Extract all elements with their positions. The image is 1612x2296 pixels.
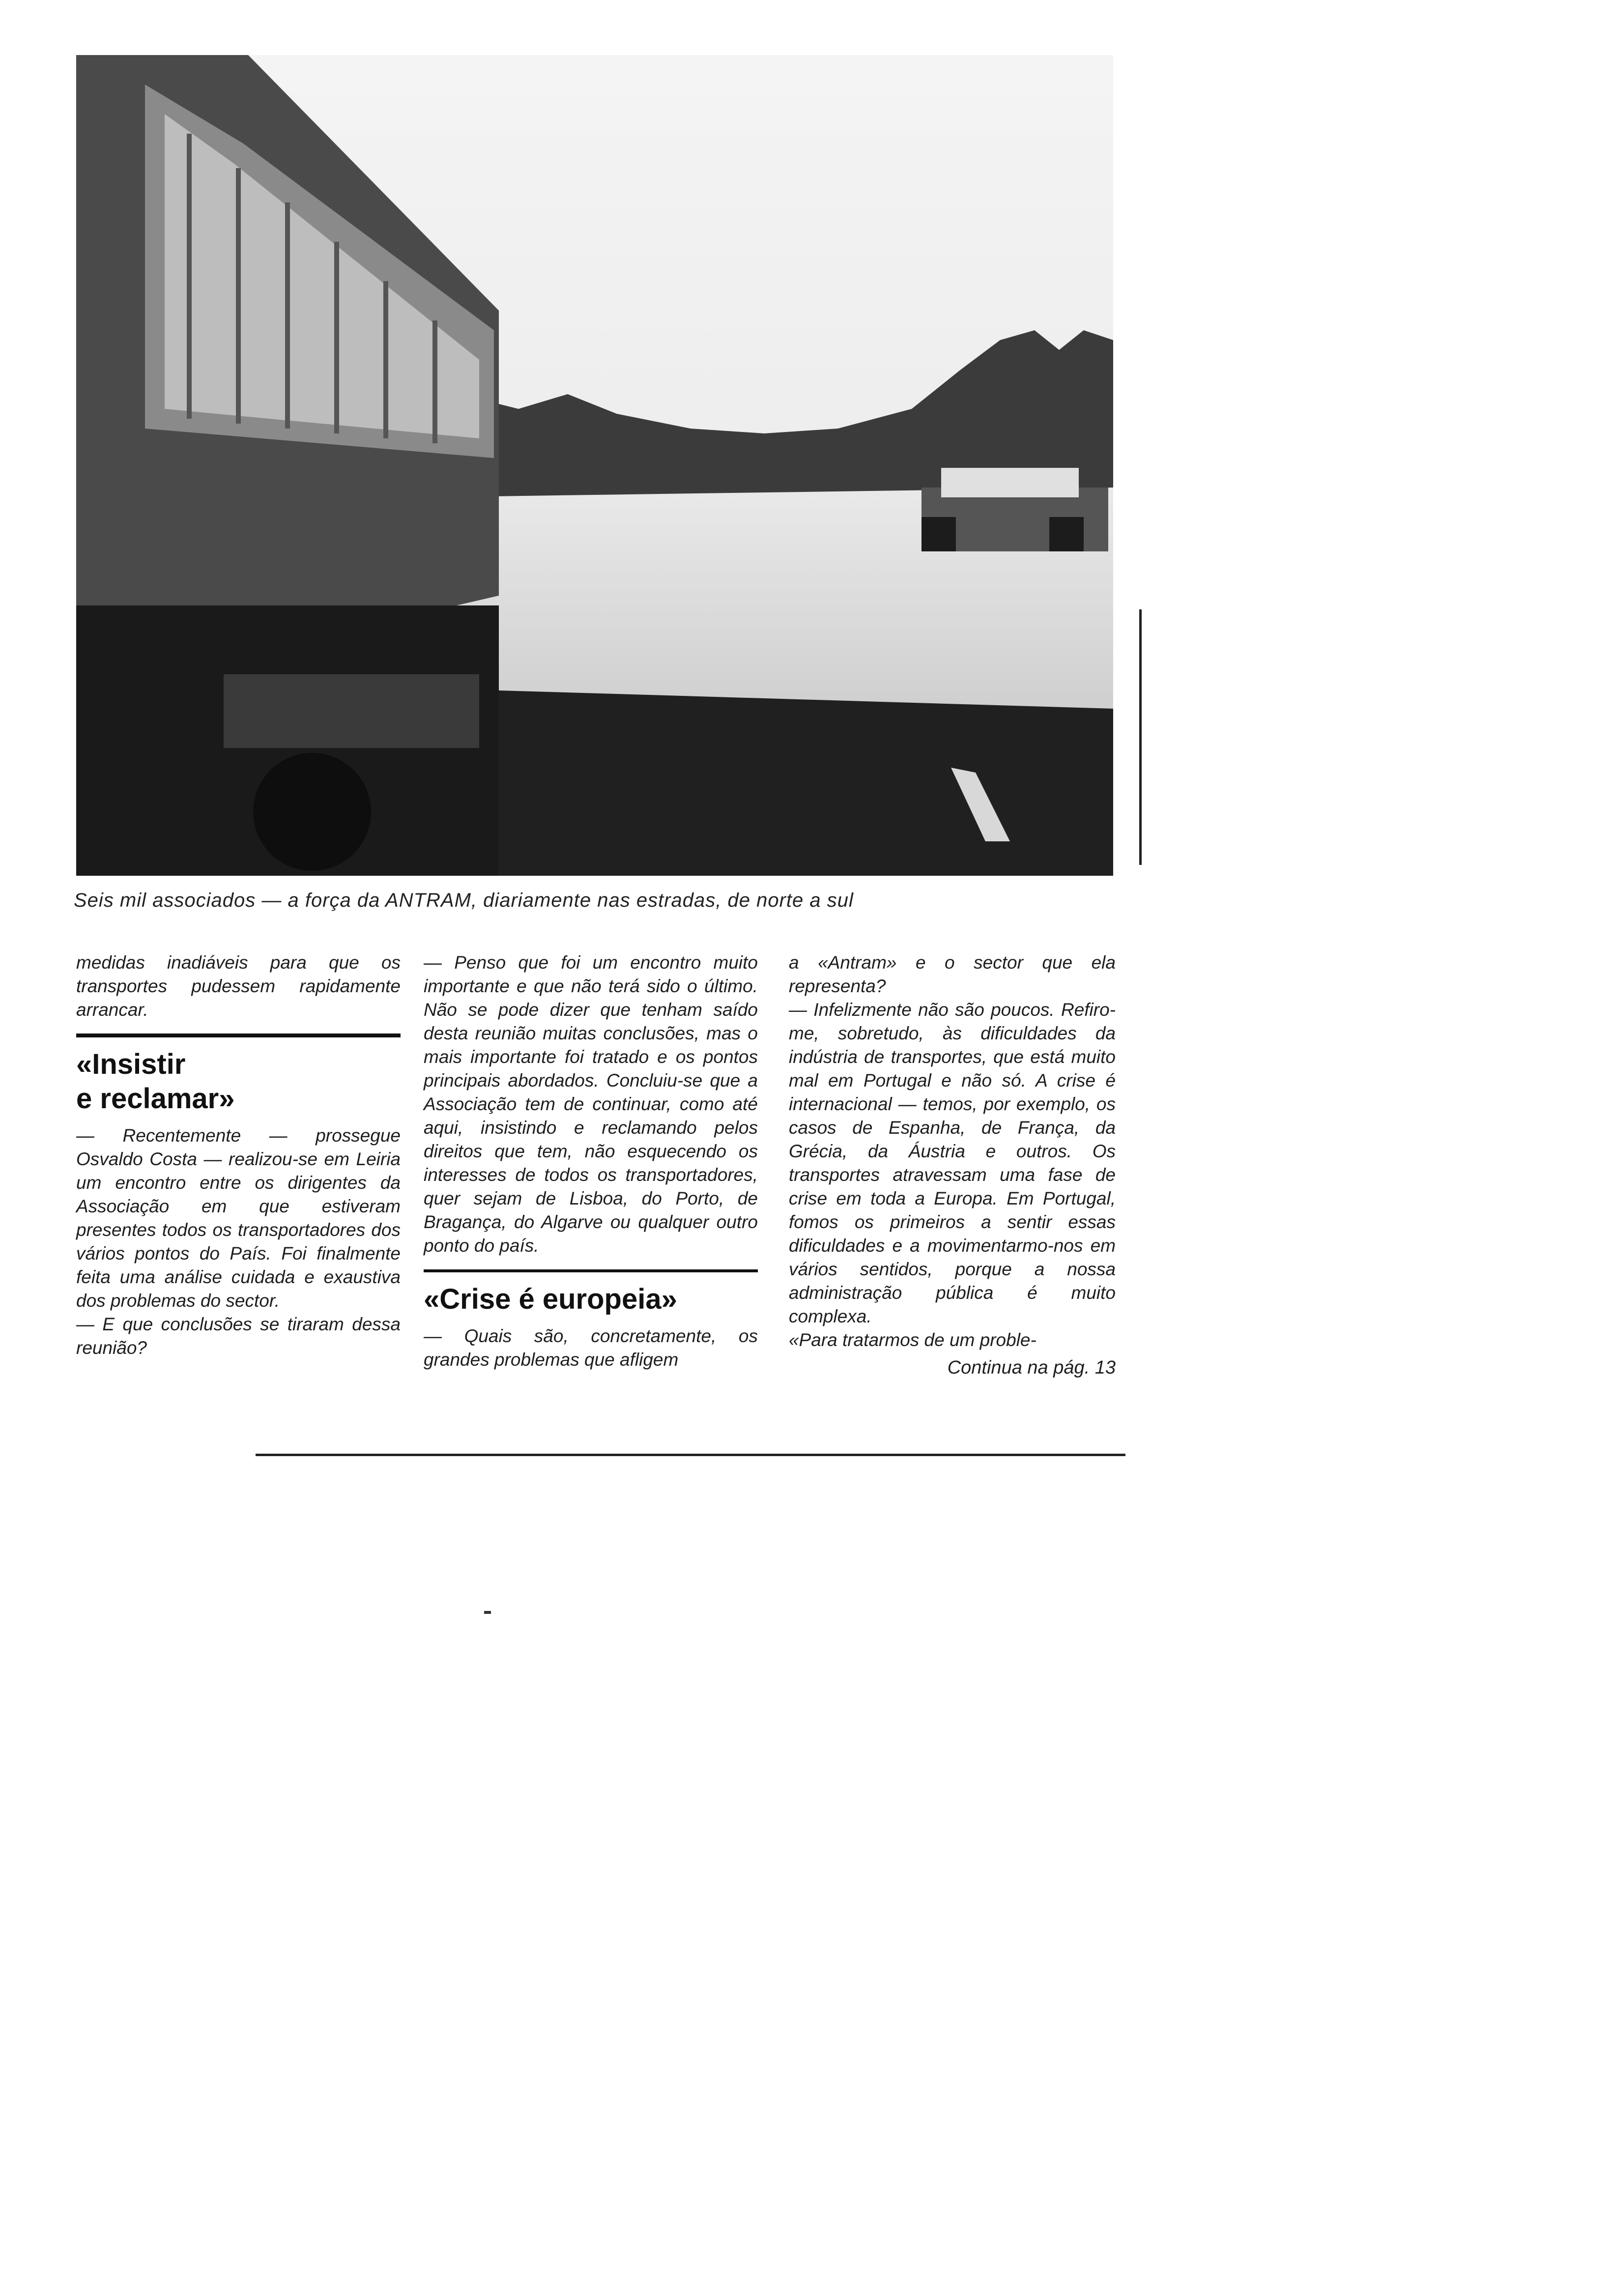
body-paragraph: «Para tratarmos de um proble- <box>789 1330 1036 1350</box>
intro-paragraph: medidas inadiáveis para que os transportes pudessem rapidamente arrancar. <box>76 952 401 1020</box>
body-paragraph: — Penso que foi um encontro muito importante e que não terá sido o último. Não se pode dizer que tenham saído desta reunião muitas conclusões, mas o mais importante foi tratado e os pontos principais abordados. Concluiu-se que a Associação tem de continuar, como até aqui, insistindo e reclamando pelos direitos que tem, não esquecendo os interesses de todos os transportadores, quer sejam de Lisboa, do Porto, de Bragança, do Algarve ou qualquer outro ponto do país. <box>424 952 758 1256</box>
article-column-1 <box>76 951 401 1360</box>
truck-highway-photo-icon <box>76 55 1113 876</box>
section-divider <box>76 1033 401 1037</box>
interview-question: — Quais são, concretamente, os grandes problemas que afligem <box>424 1326 758 1370</box>
heading-line-2: e reclamar» <box>76 1083 235 1115</box>
article-column-3 <box>789 951 1116 1379</box>
bottom-rule <box>256 1454 1125 1456</box>
heading-line-1: «Insistir <box>76 1048 186 1080</box>
section-heading-crise: «Crise é europeia» <box>424 1283 677 1315</box>
photo-edge-right <box>1139 609 1142 865</box>
article-column-2 <box>424 951 758 1372</box>
interview-question-end: a «Antram» e o sector que ela representa? <box>789 952 1116 996</box>
section-heading-insistir <box>76 1047 401 1116</box>
section-divider <box>424 1269 758 1272</box>
continue-note: Continua na pág. 13 <box>947 1357 1116 1378</box>
photo-caption: Seis mil associados — a força da ANTRAM, diariamente nas estradas, de norte a sul <box>74 890 854 911</box>
body-paragraph: — Infelizmente não são poucos. Refiro-me, sobretudo, às dificuldades da indústria de transportes, que está muito mal em Portugal e não só. A crise é internacional — temos, por exemplo, os casos de Espanha, de França, da Grécia, da Áustria e outros. Os transportes atravessam uma fase de crise em toda a Europa. Em Portugal, fomos os primeiros a sentir essas dificuldades e a movimentarmo-nos em vários sentidos, porque a nossa administração pública é muito complexa. <box>789 1000 1116 1326</box>
scan-mark <box>484 1611 491 1614</box>
body-paragraph: — Recentemente — prossegue Osvaldo Costa — realizou-se em Leiria um encontro entre os dirigentes da Associação em que estiveram presentes todos os transportadores dos vários pontos do País. Foi finalmente feita uma análise cuidada e exaustiva dos problemas do sector. <box>76 1125 401 1311</box>
interview-question: — E que conclusões se tiraram dessa reunião? <box>76 1314 401 1358</box>
